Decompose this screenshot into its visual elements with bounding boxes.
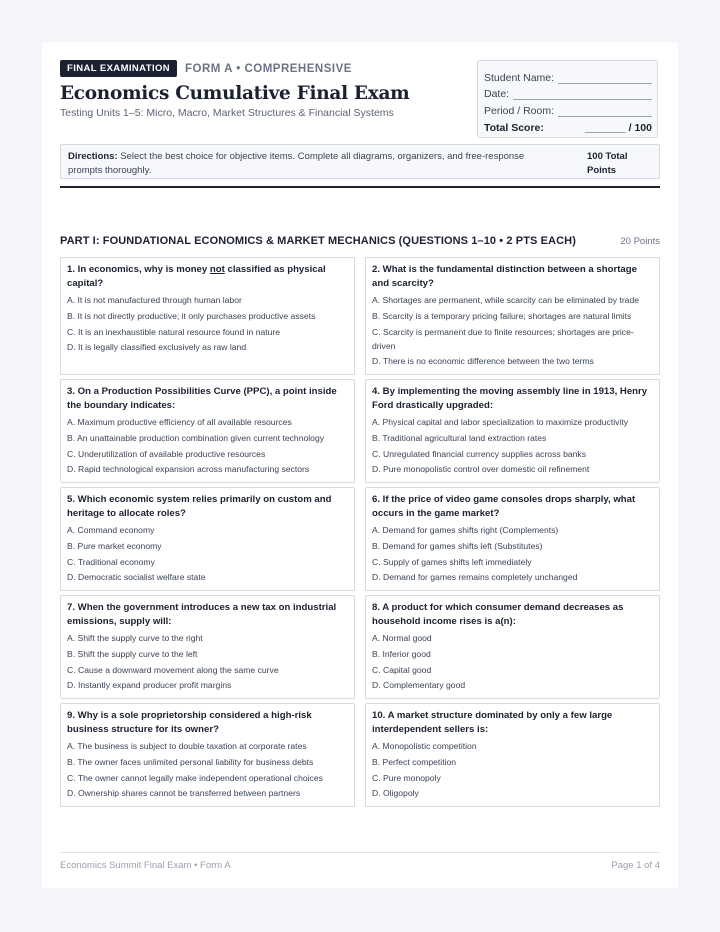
page-title: Economics Cumulative Final Exam (60, 83, 410, 104)
answer-option[interactable]: B. Inferior good (372, 648, 431, 659)
answer-option[interactable]: D. Rapid technological expansion across manufacturing sectors (67, 464, 310, 475)
total-score-label: Total Score: (484, 121, 544, 134)
period-room-line[interactable] (558, 106, 652, 117)
total-score-row (484, 122, 652, 134)
date-label: Date: (484, 88, 510, 100)
answer-option[interactable]: D. Instantly expand producer profit margins (67, 680, 232, 691)
header-divider (60, 186, 660, 188)
answer-option[interactable]: D. It is legally classified exclusively as raw land (67, 342, 247, 353)
question-text (372, 385, 654, 413)
question-text-part: 6. If the price of video game consoles drops sharply, what occurs in the game market? (372, 494, 636, 519)
answer-option[interactable]: A. Shift the supply curve to the right (67, 633, 203, 643)
answer-option[interactable]: B. Perfect competition (372, 756, 457, 767)
answer-option[interactable]: A. Shortages are permanent, while scarcity can be eliminated by trade (372, 295, 640, 305)
student-name-label: Student Name: (484, 71, 555, 84)
date-line[interactable] (513, 89, 652, 100)
part-title: PART I: FOUNDATIONAL ECONOMICS & MARKET MECHANICS (QUESTIONS 1–10 • 2 PTS EACH) (60, 235, 576, 247)
exam-header (60, 60, 660, 140)
question-text (67, 601, 349, 629)
answer-option[interactable]: B. Demand for games shifts left (Substitutes) (372, 540, 543, 551)
question-text-part: 10. A market structure dominated by only a few large interdependent sellers is: (372, 710, 613, 735)
answer-option[interactable]: A. Monopolistic competition (372, 741, 477, 751)
date-field[interactable] (484, 84, 652, 101)
question-card (60, 379, 355, 483)
answer-option[interactable]: B. It is not directly productive; it only purchases productive assets (67, 310, 316, 321)
question-text-part: classified as physical capital? (67, 264, 326, 289)
answer-option[interactable]: A. Command economy (67, 525, 155, 535)
answer-option[interactable]: C. It is an inexhaustible natural resource found in nature (67, 326, 281, 337)
answer-option[interactable]: A. Normal good (372, 633, 432, 643)
page-subtitle: Testing Units 1–5: Micro, Macro, Market Structures & Financial Systems (60, 107, 394, 119)
answer-option[interactable]: D. Democratic socialist welfare state (67, 572, 206, 583)
answer-option[interactable]: B. An unattainable production combination given current technology (67, 432, 325, 443)
answer-option[interactable]: C. Pure monopoly (372, 772, 441, 783)
question-text-part: 4. By implementing the moving assembly line in 1913, Henry Ford drastically upgraded: (372, 386, 648, 411)
form-label: FORM A • COMPREHENSIVE (185, 62, 352, 75)
answer-option[interactable]: C. Supply of games shifts left immediately (372, 556, 532, 567)
question-text-part: 5. Which economic system relies primarily on custom and heritage to allocate roles? (67, 494, 332, 519)
answer-option[interactable]: C. Scarcity is permanent due to finite resources; shortages are price-driven (372, 326, 634, 351)
answer-option[interactable]: B. Shift the supply curve to the left (67, 648, 198, 659)
question-text-part: 1. In economics, why is money (67, 264, 210, 275)
answer-option[interactable]: D. Pure monopolistic control over domestic oil refinement (372, 464, 590, 475)
answer-option[interactable]: B. Pure market economy (67, 540, 162, 551)
question-text-part: 2. What is the fundamental distinction between a shortage and scarcity? (372, 264, 637, 289)
question-card (60, 487, 355, 591)
question-text (372, 263, 654, 291)
answer-option[interactable]: A. Maximum productive efficiency of all available resources (67, 417, 292, 427)
question-text (67, 493, 349, 521)
directions-box (60, 144, 660, 179)
question-text-part: 9. Why is a sole proprietorship considered a high-risk business structure for its owner? (67, 710, 312, 735)
answer-option[interactable]: D. Oligopoly (372, 788, 419, 799)
period-room-field[interactable] (484, 100, 652, 117)
exam-page (42, 42, 678, 888)
directions-text (68, 150, 558, 178)
answer-option[interactable]: D. Complementary good (372, 680, 466, 691)
answer-option[interactable]: A. Physical capital and labor specialization to maximize productivity (372, 417, 629, 427)
footer-page-number: Page 1 of 4 (611, 860, 660, 871)
answer-option[interactable]: A. Demand for games shifts right (Complements) (372, 525, 559, 535)
answer-option[interactable]: D. Demand for games remains completely unchanged (372, 572, 578, 583)
question-card (365, 487, 660, 591)
question-card (365, 595, 660, 699)
part-heading (60, 235, 660, 251)
answer-option[interactable]: D. There is no economic difference between the two terms (372, 356, 594, 367)
answer-option[interactable]: C. Capital good (372, 664, 432, 675)
answer-option[interactable]: A. It is not manufactured through human labor (67, 295, 242, 305)
student-name-line[interactable] (558, 73, 652, 84)
question-card (60, 595, 355, 699)
part-points: 20 Points (620, 236, 660, 247)
answer-option[interactable]: C. Underutilization of available productive resources (67, 448, 266, 459)
footer-exam-name: Economics Summit Final Exam • Form A (60, 860, 231, 871)
question-text-part: 7. When the government introduces a new tax on industrial emissions, supply will: (67, 602, 337, 627)
question-text (372, 493, 654, 521)
page-footer (60, 852, 660, 871)
answer-option[interactable]: C. The owner cannot legally make independent operational choices (67, 772, 323, 783)
directions-body: Select the best choice for objective items. Complete all diagrams, organizers, and free-response prompts thoroughly. (68, 151, 525, 176)
question-text-part: 8. A product for which consumer demand decreases as household income rises is a(n): (372, 602, 624, 627)
question-text (372, 709, 654, 737)
answer-option[interactable]: C. Cause a downward movement along the same curve (67, 664, 279, 675)
question-text-part: 3. On a Production Possibilities Curve (PPC), a point inside the boundary indicates: (67, 386, 337, 411)
question-text (67, 709, 349, 737)
answer-option[interactable]: B. The owner faces unlimited personal liability for business debts (67, 756, 314, 767)
student-name-field[interactable] (484, 67, 652, 84)
answer-option[interactable]: D. Ownership shares cannot be transferred between partners (67, 788, 301, 799)
question-card (60, 257, 355, 375)
question-text (67, 263, 349, 291)
total-points: 100 Total Points (587, 151, 628, 176)
question-text (372, 601, 654, 629)
period-room-label: Period / Room: (484, 104, 555, 117)
answer-option[interactable]: A. The business is subject to double taxation at corporate rates (67, 741, 307, 751)
answer-option[interactable]: C. Unregulated financial currency supplies across banks (372, 448, 586, 459)
question-emphasis: not (209, 264, 225, 275)
exam-type-badge: FINAL EXAMINATION (60, 60, 177, 77)
answer-option[interactable]: C. Traditional economy (67, 556, 155, 567)
question-card (365, 703, 660, 807)
question-card (365, 379, 660, 483)
question-text (67, 385, 349, 413)
answer-option[interactable]: B. Scarcity is a temporary pricing failure; shortages are natural limits (372, 310, 632, 321)
question-card (60, 703, 355, 807)
directions-label: Directions: (68, 151, 118, 162)
student-info-box (477, 60, 658, 138)
total-score-value: _______ / 100 (584, 121, 652, 134)
question-card (365, 257, 660, 375)
answer-option[interactable]: B. Traditional agricultural land extraction rates (372, 432, 547, 443)
